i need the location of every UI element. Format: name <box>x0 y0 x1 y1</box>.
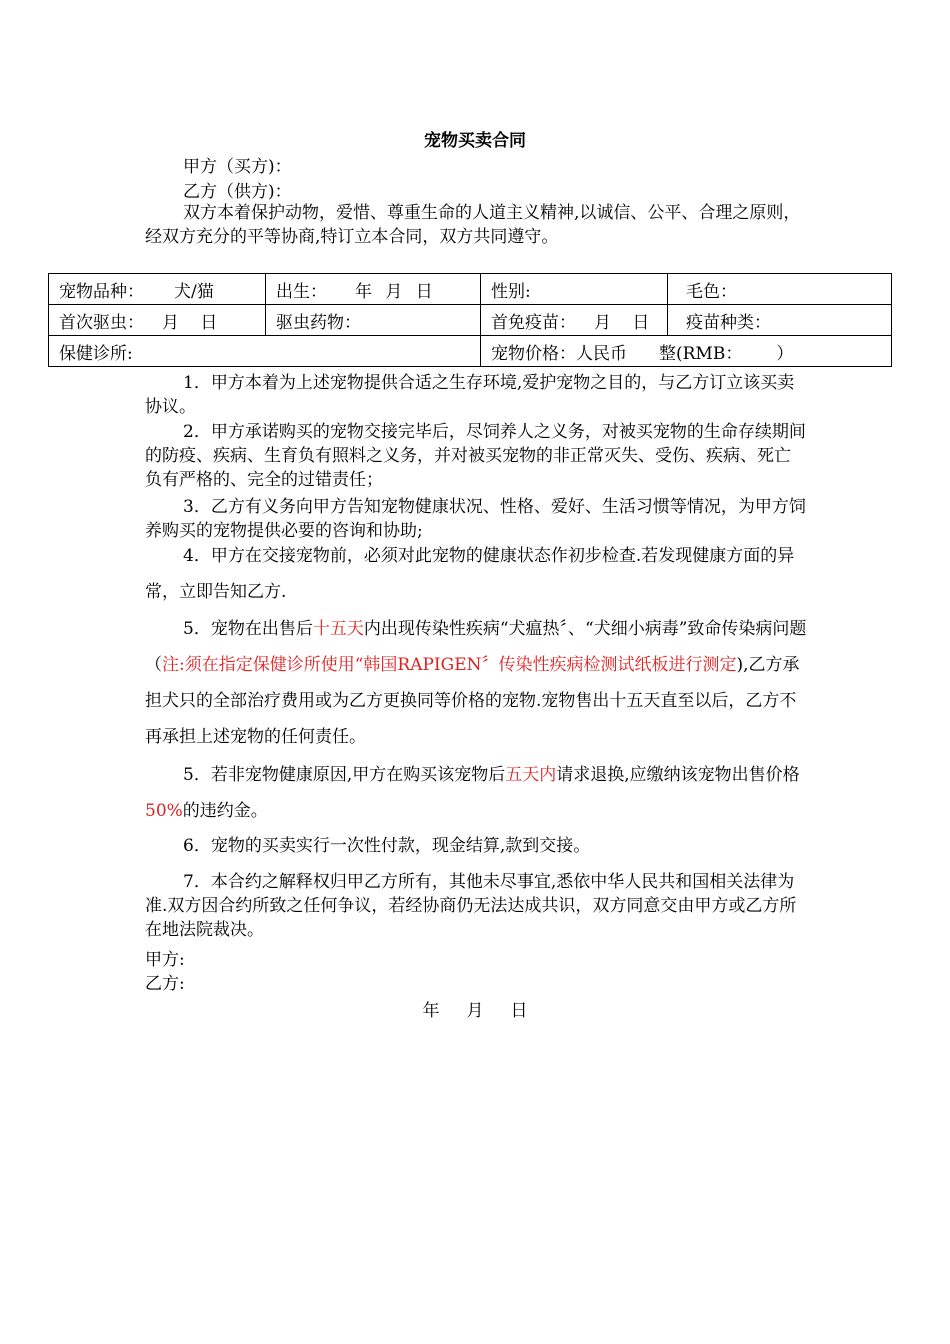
deworm-label: 首次驱虫： <box>59 312 144 333</box>
document-title: 宠物买卖合同 <box>424 131 526 151</box>
clause-5-text-b: 内出现传染性疾病“犬瘟热〞、“犬细小病毒”致命传染病问题（ <box>145 619 807 675</box>
clause-5b-text-c: 的违约金。 <box>182 801 268 821</box>
table-row <box>49 336 892 367</box>
signature-party-b: 乙方: <box>145 974 185 994</box>
deworm-drug-label: 驱虫药物： <box>276 312 361 333</box>
price-unit: 整(RMB： <box>659 343 743 364</box>
color-label: 毛色： <box>686 281 737 302</box>
clinic-cell <box>49 336 481 367</box>
vaccine-cell <box>481 305 668 336</box>
price-cell <box>481 336 892 367</box>
gender-label: 性别: <box>491 281 531 302</box>
gender-cell <box>481 274 668 305</box>
deworm-cell <box>49 305 266 336</box>
clause-7: 7．本合约之解释权归甲乙方所有，其他未尽事宜,悉依中华人民共和国相关法律为准.双方因合约所致之任何争议，若经协商仍无法达成共识，双方同意交由甲方或乙方所在地法院裁决。 <box>145 872 797 940</box>
deworm-drug-cell <box>266 305 481 336</box>
clinic-label: 保健诊所: <box>59 343 133 364</box>
vaccine-label: 首免疫苗： <box>491 312 576 333</box>
pet-info-table <box>48 273 892 367</box>
clause-2: 2．甲方承诺购买的宠物交接完毕后，尽饲养人之义务，对被买宠物的生命存续期间的防疫、疾病、生育负有照料之义务，并对被买宠物的非正常灭失、受伤、疾病、死亡负有严格的、完全的过错责任； <box>145 422 806 490</box>
party-a-buyer: 甲方（买方)： <box>183 157 292 177</box>
clause-5-return <box>145 757 807 829</box>
clause-5-text-c: ),乙方承担犬只的全部治疗费用或为乙方更换同等价格的宠物.宠物售出十五天直至以后，乙方不再承担上述宠物的任何责任。 <box>145 655 800 747</box>
clause-5-highlight-note: 注:须在指定保健诊所使用“韩国RAPIGEN〞传染性疾病检测试纸板进行测定 <box>162 655 737 675</box>
clause-1: 1．甲方本着为上述宠物提供合适之生存环境,爱护宠物之目的，与乙方订立该买卖协议。 <box>145 373 795 417</box>
vaccine-date: 月 日 <box>594 312 650 333</box>
clause-6: 6．宠物的买卖实行一次性付款，现金结算,款到交接。 <box>183 836 591 856</box>
birth-cell <box>266 274 481 305</box>
party-b-supplier: 乙方（供方)： <box>183 182 292 202</box>
signature-date: 年 月 日 <box>422 1001 528 1021</box>
vaccine-type-label: 疫苗种类： <box>686 312 771 333</box>
breed-cell <box>49 274 266 305</box>
clause-5b-highlight-percent: 50% <box>145 801 183 821</box>
vaccine-type-cell <box>668 305 892 336</box>
table-row <box>49 274 892 305</box>
birth-label: 出生： <box>276 281 327 302</box>
clause-3: 3．乙方有义务向甲方告知宠物健康状况、性格、爱好、生活习惯等情况，为甲方饲养购买的宠物提供必要的咨询和协助; <box>145 497 806 541</box>
deworm-date: 月 日 <box>162 312 218 333</box>
clause-5-text-a: 5．宠物在出售后 <box>183 619 313 639</box>
table-row <box>49 305 892 336</box>
price-close: ） <box>776 343 794 364</box>
clause-4: 4．甲方在交接宠物前，必须对此宠物的健康状态作初步检查.若发现健康方面的异常，立即告知乙方. <box>145 546 795 602</box>
clause-5b-text-a: 5．若非宠物健康原因,甲方在购买该宠物后 <box>183 765 506 785</box>
price-label: 宠物价格：人民币 <box>491 343 627 364</box>
clause-5-highlight-days: 十五天 <box>312 619 364 639</box>
color-cell <box>668 274 892 305</box>
breed-label: 宠物品种： <box>59 281 144 302</box>
signature-party-a: 甲方: <box>145 950 185 970</box>
clause-5b-text-b: 请求退换,应缴纳该宠物出售价格 <box>556 765 800 785</box>
intro-paragraph: 双方本着保护动物，爱惜、尊重生命的人道主义精神,以诚信、公平、合理之原则，经双方充分的平等协商,特订立本合同，双方共同遵守。 <box>145 203 801 247</box>
clause-5b-highlight-days: 五天内 <box>505 765 557 785</box>
clause-5-health <box>145 611 807 755</box>
birth-date: 年 月 日 <box>355 281 433 302</box>
breed-value: 犬/猫 <box>174 281 214 302</box>
